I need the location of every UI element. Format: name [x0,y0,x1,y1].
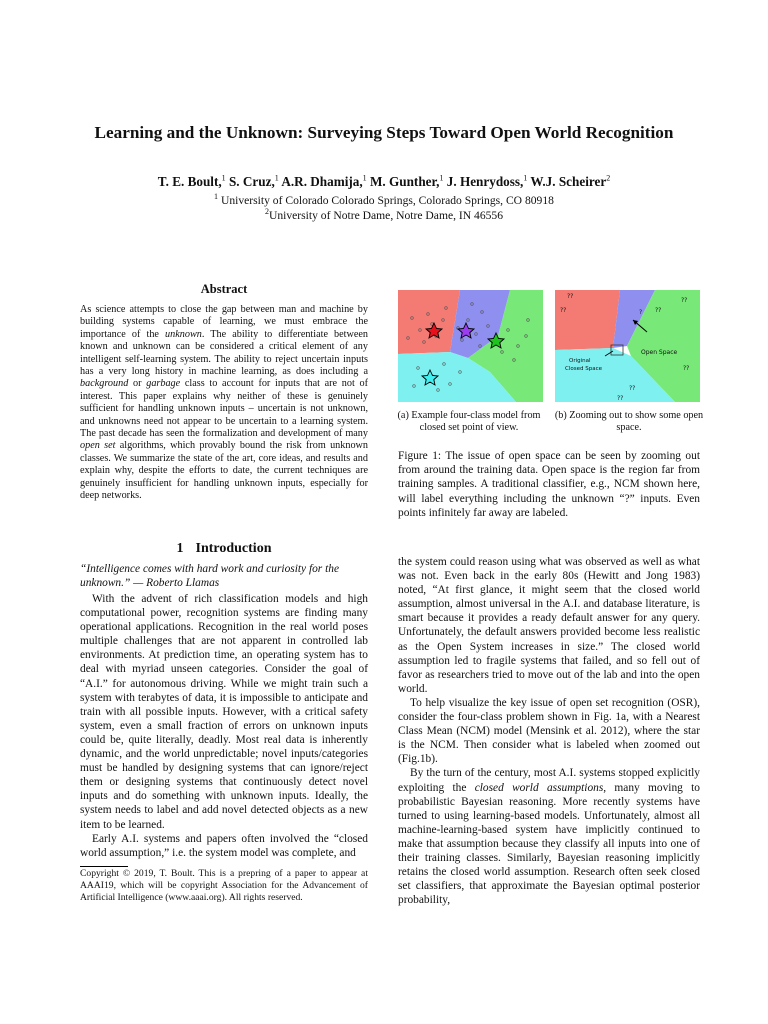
paper-title: Learning and the Unknown: Surveying Steps Toward Open World Recognition [94,123,674,142]
figure-1b-image [555,290,700,402]
subcaption-a: (a) Example four-class model from closed set point of view. [397,410,541,433]
copyright-footnote: Copyright © 2019, T. Boult. This is a prepring of a paper to appear at AAAI19, which will be copyright Association for the Advancement of Artificial Intelligence (www.aaai.org). All rights reserved. [80,868,368,903]
author: A.R. Dhamija,$^1$ [281,174,367,190]
original-label: Original [569,358,591,364]
footnote-rule [80,866,128,867]
intro-left-column [80,592,368,860]
affiliation-1: $^1$ University of Colorado Colorado Springs, Colorado Springs, CO 80918 [214,192,554,207]
unknown-label: ?? [629,385,636,392]
figure-1a-image [398,290,543,402]
subcaption-b: (b) Zooming out to show some open space. [554,410,704,433]
author-list [0,174,768,190]
unknown-label: ?? [683,365,690,372]
figure-caption: Figure 1: The issue of open space can be seen by zooming out from around the training data. Open space is the region far from training samples. A traditional classifier, e.g., NCM shown here, will label everything including the unknown “?” inputs. Even points infinitely far away are labeled. [398,450,700,519]
author: J. Henrydoss,$^1$ [446,174,528,190]
abstract-text: As science attempts to close the gap between man and machine by building systems capable of learning, we must embrace the importance of the unknown. The ability to differentiate between known and unknown can be considered a critical element of any intelligent self-learning system. The ability to reject uncertain inputs has a very long history in machine learning, as does including a background or garbage class to account for inputs that are not of interest. This paper explains why neither of these is genuinely sufficient for handling unknown inputs – uncertain is not unknown, and unknowns need not appear to be uncertain to a learning system. The past decade has seen the formalization and development of many open set algorithms, which provably bound the risk from unknown classes. We summarize the state of the art, core ideas, and results and explain why, despite the efforts to date, the current techniques are genuinely insufficient for handling unknown inputs, especially for deep networks. [80,304,368,502]
unknown-label: ?? [560,307,567,314]
author: M. Gunther,$^1$ [369,174,444,190]
open-space-label: Open Space [641,349,678,356]
unknown-label: ?? [655,307,662,314]
paragraph: the system could reason using what was observed as well as what was not. Even back in the early 80s (Hewitt and Jong 1983) noted, “At first glance, it might seem that the closed world assumption, almost universal in the A.I. and database literature, is smart because it provides a ready default answer for any query. Unfortunately, the default answers provided become less realistic as the Open System increases in size.” The closed world assumption led to fragile systems that failed, and so fell out of favor as researchers tried to move out of the lab and into the open world. [398,556,700,695]
unknown-label: ?? [681,297,688,304]
section-heading: 1 Introduction [176,541,272,556]
paragraph: With the advent of rich classification models and high computational power, recognition systems are finding many operational applications. Recognition in the real world poses multiple challenges that are not apparent in controlled lab environments. At prediction time, an operating system has to deal with myriad unseen categories. Consider the goal of “A.I.” for autonomous driving. While we might train such a system with terabytes of data, it is impossible to anticipate and train with all possible inputs. However, with a critical safety system, even a small fraction of errors on unknown inputs could be, quite literally, deadly. Most real data is inherently dynamic, and the world unpredictable; novel inputs/categories must be handled by designing systems that can ignore/reject them or designing systems that continuously detect novel inputs and do something with unknown inputs. Ideally, the system needs to label and add novel detected objects as a new item to be learned. [80,593,368,831]
unknown-label: ?? [617,395,624,402]
affiliation-2: $^2$University of Notre Dame, Notre Dame, IN 46556 [264,207,504,222]
intro-right-column [398,555,700,907]
author: W.J. Scheirer$^2$ [530,174,611,190]
author: S. Cruz,$^1$ [228,174,279,190]
author: T. E. Boult,$^1$ [157,174,226,190]
epigraph-quote: “Intelligence comes with hard work and curiosity for the unknown.” — Roberto Llamas [80,563,339,590]
paragraph: By the turn of the century, most A.I. systems stopped explicitly exploiting the closed world assumptions, many moving to probabilistic Bayesian reasoning. More recently systems have turned to using learning-based models. Unfortunately, almost all machine-learning-based system have implicitly continued to make that assumption because they classify all inputs into one of their training classes. Similarly, Bayesian reasoning implicitly retains the closed world assumption. Research often seek closed set classifiers, that approximate the Bayesian optimal posterior probability, [398,767,700,907]
unknown-label: ? [639,309,643,316]
abstract-heading: Abstract [200,282,248,296]
paragraph: Early A.I. systems and papers often involved the “closed world assumption,” i.e. the system model was complete, and [80,832,368,859]
paragraph: To help visualize the key issue of open set recognition (OSR), consider the four-class problem shown in Fig. 1a, with a Nearest Class Mean (NCM) model (Mensink et al. 2012), where the star is the NCM. Then consider what is labeled when zoomed out (Fig.1b). [398,696,700,766]
closed-space-label: Closed Space [565,366,602,372]
unknown-label: ?? [567,293,574,300]
